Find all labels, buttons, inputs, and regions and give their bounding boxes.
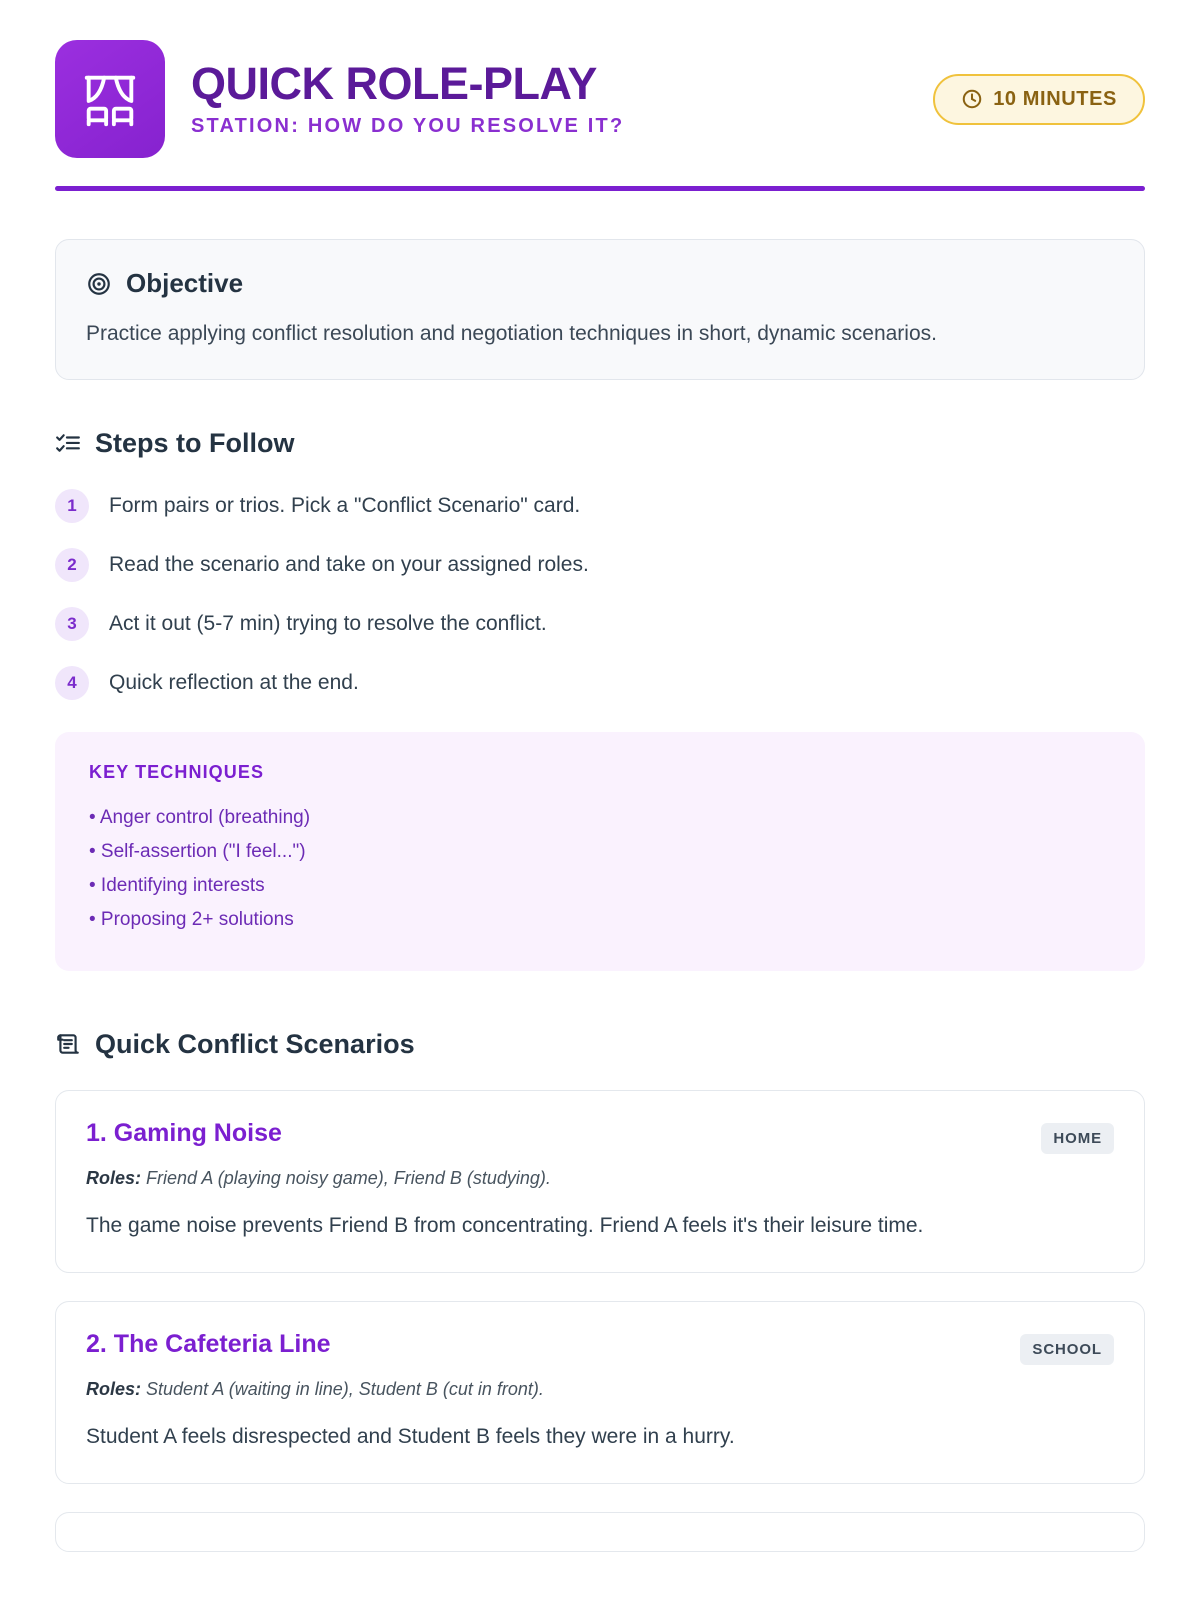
header-divider	[55, 186, 1145, 191]
scenario-card-header	[86, 1330, 1114, 1365]
scenario-card	[55, 1090, 1145, 1273]
page-title: QUICK ROLE-PLAY	[191, 57, 597, 109]
step-text: Form pairs or trios. Pick a "Conflict Scenario" card.	[109, 494, 581, 518]
list-item	[55, 489, 1145, 523]
scenario-roles-text: Friend A (playing noisy game), Friend B (studying).	[146, 1167, 551, 1188]
scenarios-list	[55, 1090, 1145, 1553]
status-badge: HOME	[1041, 1123, 1114, 1154]
scenario-title: 1. Gaming Noise	[86, 1118, 282, 1147]
objective-card	[55, 239, 1145, 380]
step-text: Act it out (5-7 min) trying to resolve the conflict.	[109, 612, 547, 636]
scenario-description: The game noise prevents Friend B from concentrating. Friend A feels it's their leisure time.	[86, 1213, 924, 1237]
scenario-card-header	[86, 1119, 1114, 1154]
scenario-roles	[86, 1379, 1114, 1400]
key-techniques-card	[55, 732, 1145, 970]
scenario-card	[55, 1301, 1145, 1484]
scenario-roles	[86, 1168, 1114, 1189]
list-item: • Anger control (breathing)	[89, 807, 311, 829]
scenario-roles-label: Roles:	[86, 1167, 142, 1188]
list-item: • Proposing 2+ solutions	[89, 908, 294, 930]
scenarios-heading: Quick Conflict Scenarios	[95, 1028, 415, 1059]
objective-heading: Objective	[126, 268, 244, 298]
list-item	[55, 607, 1145, 641]
scenario-roles-text: Student A (waiting in line), Student B (cut in front).	[146, 1379, 544, 1400]
objective-header	[86, 268, 1114, 299]
list-item: • Self-assertion ("I feel...")	[89, 841, 306, 863]
scenario-roles-label: Roles:	[86, 1379, 142, 1400]
step-number: 2	[55, 548, 89, 582]
step-text: Quick reflection at the end.	[109, 671, 359, 695]
page-header	[55, 40, 1145, 186]
step-number: 3	[55, 607, 89, 641]
scenario-card-partial	[55, 1512, 1145, 1552]
steps-list	[55, 489, 1145, 700]
steps-header	[55, 428, 1145, 459]
list-item	[55, 666, 1145, 700]
page-subtitle: STATION: HOW DO YOU RESOLVE IT?	[191, 115, 625, 138]
list-item: • Identifying interests	[89, 875, 265, 897]
scenario-title: 2. The Cafeteria Line	[86, 1330, 331, 1359]
checklist-icon	[55, 431, 81, 457]
step-number: 1	[55, 489, 89, 523]
time-badge-label: 10 MINUTES	[993, 87, 1117, 110]
steps-heading: Steps to Follow	[95, 428, 295, 459]
theater-curtain-icon	[55, 40, 165, 158]
key-techniques-heading: KEY TECHNIQUES	[89, 762, 265, 783]
objective-text: Practice applying conflict resolution and negotiation techniques in short, dynamic scenarios.	[86, 322, 937, 345]
title-block	[191, 57, 907, 138]
step-text: Read the scenario and take on your assigned roles.	[109, 553, 589, 577]
clock-icon	[961, 88, 983, 110]
list-item	[55, 548, 1145, 582]
scroll-icon	[55, 1031, 81, 1057]
scenarios-header	[55, 1029, 1145, 1060]
target-icon	[86, 271, 112, 297]
status-badge: SCHOOL	[1020, 1334, 1114, 1365]
scenario-description: Student A feels disrespected and Student B feels they were in a hurry.	[86, 1425, 735, 1449]
step-number: 4	[55, 666, 89, 700]
time-badge	[933, 74, 1145, 125]
